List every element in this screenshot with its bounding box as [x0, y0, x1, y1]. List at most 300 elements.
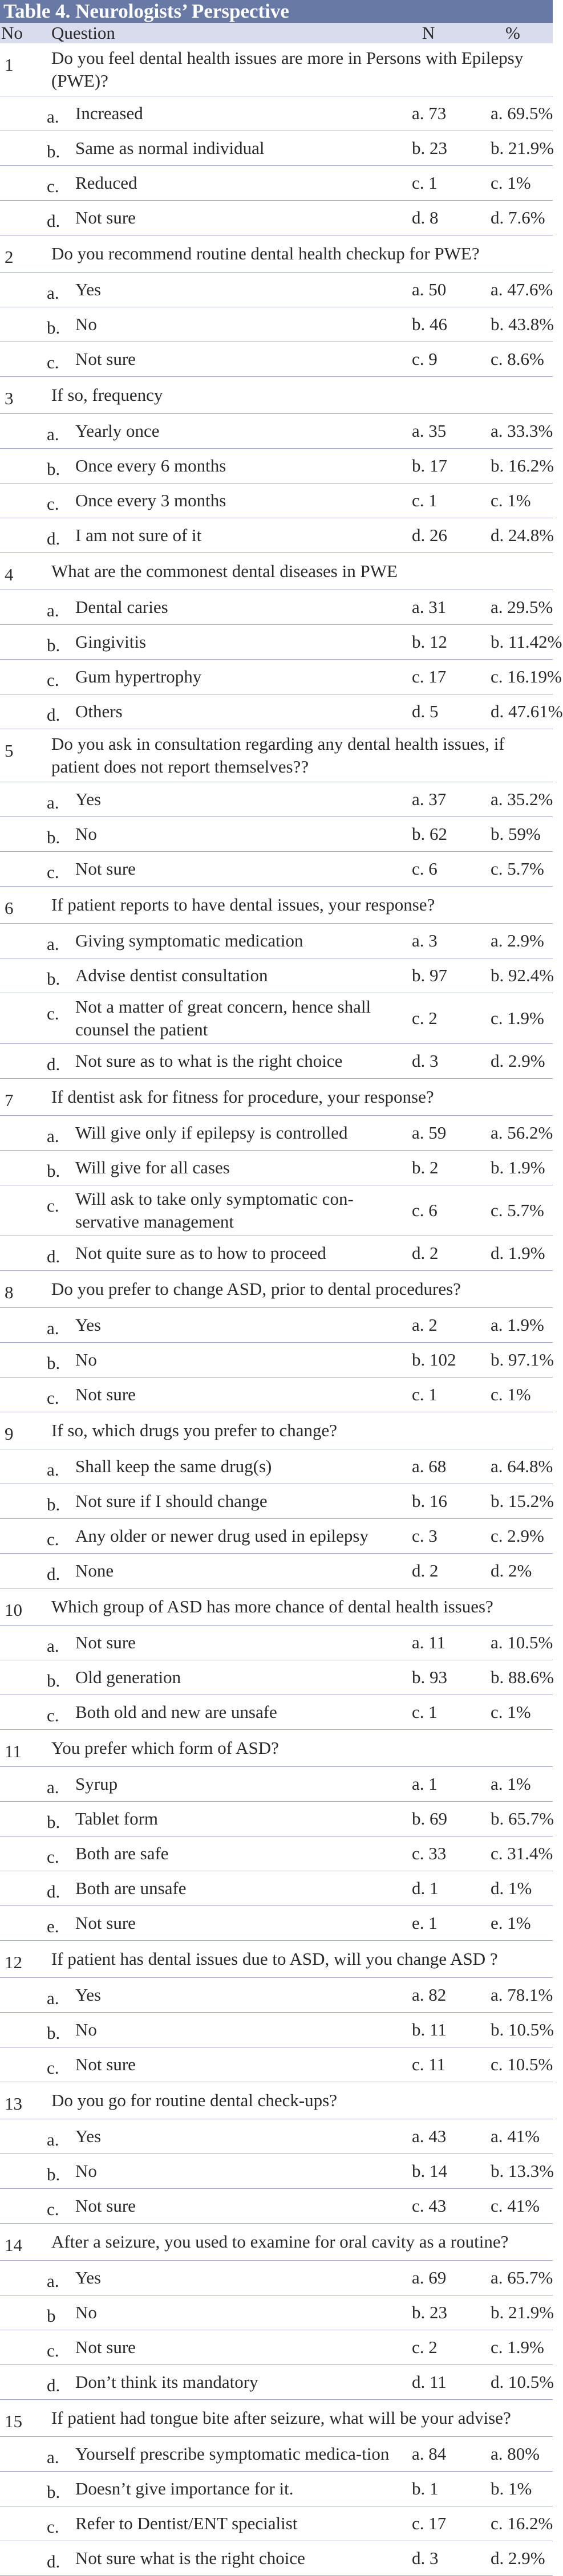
option-percent: e. 1% [491, 1913, 531, 1933]
option-count: a. 3 [412, 931, 438, 950]
option-row [0, 660, 562, 694]
option-percent: d. 2% [491, 1561, 532, 1580]
option-text: Will give only if epilepsy is controlled [75, 1123, 348, 1143]
option-letter: b. [47, 1812, 60, 1832]
option-percent: d. 2.9% [491, 1051, 545, 1071]
option-row [0, 782, 553, 817]
option-text: Old generation [75, 1667, 181, 1687]
option-count: b. 14 [412, 2161, 447, 2181]
option-text: Not sure [75, 2196, 136, 2216]
option-text: Not sure what is the right choice [75, 2548, 305, 2568]
table-title: Table 4. Neurologists’ Perspective [0, 0, 553, 23]
option-text: Tablet form [75, 1809, 159, 1829]
header-pct: % [505, 23, 520, 43]
option-text: Increased [75, 103, 143, 123]
option-percent: c. 41% [491, 2196, 540, 2216]
option-count: c. 2 [412, 1008, 438, 1028]
option-letter: a. [47, 424, 59, 444]
option-percent: a. 33.3% [491, 421, 553, 441]
option-count: b. 102 [412, 1350, 456, 1370]
option-letter: c. [47, 352, 59, 372]
question-text: If patient has dental issues due to ASD, will you change ASD ? [51, 1949, 498, 1969]
option-percent: a. 35.2% [491, 789, 553, 809]
option-letter: b. [47, 459, 60, 479]
option-count: c. 3 [412, 1526, 438, 1546]
question-row [0, 1412, 553, 1449]
option-count: b. 69 [412, 1809, 447, 1829]
option-row [0, 96, 553, 131]
question-row [0, 1730, 553, 1767]
option-row [0, 1978, 553, 2013]
question-text: If patient had tongue bite after seizure, what will be your advise? [51, 2408, 511, 2428]
option-text: Not sure [75, 1913, 136, 1933]
question-row [0, 1271, 553, 1308]
question-number: 4 [5, 564, 14, 584]
question-text: You prefer which form of ASD? [51, 1738, 279, 1758]
question-number: 12 [5, 1952, 22, 1972]
option-count: d. 3 [412, 2548, 439, 2568]
option-count: d. 2 [412, 1243, 439, 1263]
option-percent: d. 1% [491, 1878, 532, 1898]
option-count: a. 37 [412, 789, 447, 809]
option-count: b. 17 [412, 456, 447, 476]
option-row [0, 993, 553, 1044]
option-count: c. 33 [412, 1843, 447, 1863]
option-letter: b [47, 2306, 56, 2326]
option-text: No [75, 2020, 97, 2039]
option-row [0, 2541, 553, 2576]
option-percent: a. 1.9% [491, 1315, 544, 1335]
question-text: If so, which drugs you prefer to change? [51, 1420, 337, 1440]
option-row [0, 1484, 553, 1519]
option-text: Doesn’t give importance for it. [75, 2479, 294, 2498]
option-row [0, 449, 553, 483]
option-percent: a. 78.1% [491, 1985, 553, 2005]
option-text: Not sure [75, 349, 136, 369]
option-text: Yes [75, 1985, 102, 2005]
option-count: e. 1 [412, 1913, 438, 1933]
option-row [0, 1626, 553, 1660]
option-letter: a. [47, 793, 59, 812]
option-count: a. 35 [412, 421, 447, 441]
option-percent: b. 13.3% [491, 2161, 554, 2181]
option-text: Not sure [75, 1632, 136, 1652]
option-text: Syrup [75, 1774, 118, 1794]
option-row [0, 694, 563, 729]
option-text: Yes [75, 2268, 102, 2287]
option-percent: b. 97.1% [491, 1350, 554, 1370]
question-row [0, 1079, 553, 1116]
option-letter: c. [47, 494, 59, 514]
option-row [0, 1378, 553, 1412]
option-letter: a. [47, 2130, 59, 2150]
option-text: None [75, 1561, 114, 1580]
question-text: Do you ask in consultation regarding any dental health issues, if patient does not report themselves?? [51, 734, 505, 777]
option-text: Same as normal individual [75, 138, 265, 158]
option-letter: c. [47, 2341, 59, 2360]
option-percent: a. 47.6% [491, 279, 553, 299]
option-letter: a. [47, 107, 59, 127]
question-number: 5 [5, 741, 14, 761]
option-text: No [75, 314, 97, 334]
option-count: b. 11 [412, 2020, 447, 2039]
option-row [0, 1343, 553, 1378]
option-percent: a. 1% [491, 1774, 531, 1794]
option-count: c. 11 [412, 2054, 446, 2074]
option-percent: d. 10.5% [491, 2372, 554, 2392]
option-text: Yearly once [75, 421, 160, 441]
option-count: a. 50 [412, 279, 447, 299]
option-text: Will give for all cases [75, 1157, 230, 1177]
option-row [0, 817, 553, 852]
option-count: a. 59 [412, 1123, 447, 1143]
option-letter: d. [47, 1246, 60, 1266]
option-percent: c. 16.19% [491, 667, 562, 686]
question-text: If patient reports to have dental issues, your response? [51, 895, 435, 915]
option-text: Once every 6 months [75, 456, 226, 476]
option-count: a. 1 [412, 1774, 438, 1794]
option-count: d. 3 [412, 1051, 439, 1071]
option-row [0, 1044, 553, 1079]
option-count: b. 97 [412, 965, 447, 985]
option-text: Refer to Dentist/ENT specialist [75, 2513, 298, 2533]
option-letter: d. [47, 1564, 60, 1584]
option-letter: d. [47, 529, 60, 548]
option-count: a. 68 [412, 1456, 447, 1476]
option-count: a. 43 [412, 2126, 447, 2146]
option-row [0, 518, 553, 553]
option-letter: a. [47, 934, 59, 954]
option-letter: c. [47, 1388, 59, 1408]
option-row [0, 1660, 553, 1695]
option-letter: b. [47, 2023, 60, 2043]
option-text: Yes [75, 789, 102, 809]
option-percent: b. 88.6% [491, 1667, 554, 1687]
option-letter: a. [47, 2447, 59, 2467]
option-count: b. 2 [412, 1157, 439, 1177]
question-row [0, 1588, 553, 1626]
option-letter: c. [47, 1196, 59, 1216]
option-letter: b. [47, 2482, 60, 2502]
option-percent: b. 21.9% [491, 2302, 554, 2322]
option-row [0, 2506, 553, 2541]
option-row [0, 1836, 553, 1871]
option-percent: b. 92.4% [491, 965, 554, 985]
option-percent: c. 8.6% [491, 349, 544, 369]
option-count: c. 2 [412, 2337, 438, 2357]
option-letter: c. [47, 2199, 59, 2219]
option-text: No [75, 1350, 97, 1370]
option-row [0, 2437, 553, 2472]
option-text: Yes [75, 2126, 102, 2146]
option-letter: b. [47, 969, 60, 989]
option-letter: a. [47, 2271, 59, 2291]
option-text: No [75, 2161, 97, 2181]
option-letter: a. [47, 1460, 59, 1480]
option-count: d. 11 [412, 2372, 447, 2392]
option-percent: c. 1.9% [491, 1008, 544, 1028]
option-percent: a. 10.5% [491, 1632, 553, 1652]
option-row [0, 2330, 553, 2365]
question-text: Do you recommend routine dental health checkup for PWE? [51, 243, 480, 263]
option-row [0, 1116, 553, 1151]
option-letter: d. [47, 2375, 60, 2395]
option-row [0, 2365, 553, 2400]
option-row [0, 273, 553, 307]
option-count: b. 16 [412, 1491, 447, 1511]
option-percent: b. 1.9% [491, 1157, 545, 1177]
option-percent: c. 5.7% [491, 859, 544, 879]
option-percent: a. 41% [491, 2126, 540, 2146]
option-count: c. 1 [412, 173, 438, 193]
option-row [0, 1519, 553, 1554]
option-letter: b. [47, 318, 60, 338]
question-number: 2 [5, 247, 14, 267]
option-row [0, 1308, 553, 1343]
option-row [0, 924, 553, 958]
option-row [0, 852, 553, 887]
option-text: Others [75, 701, 123, 721]
question-text: Do you feel dental health issues are more in Persons with Epilepsy (PWE)? [51, 48, 524, 91]
option-percent: b. 43.8% [491, 314, 554, 334]
option-count: c. 1 [412, 1702, 438, 1722]
option-letter: d. [47, 1882, 60, 1901]
option-letter: d. [47, 2551, 60, 2571]
option-letter: b. [47, 827, 60, 847]
option-percent: d. 2.9% [491, 2548, 545, 2568]
question-row [0, 2400, 553, 2437]
option-percent: a. 2.9% [491, 931, 544, 950]
option-text: Not sure if I should change [75, 1491, 268, 1511]
header-question: Question [51, 23, 115, 43]
option-text: Once every 3 months [75, 490, 226, 510]
option-row [0, 2261, 553, 2295]
option-letter: c. [47, 862, 59, 882]
option-letter: b. [47, 1671, 60, 1691]
option-text: Shall keep the same drug(s) [75, 1456, 272, 1476]
option-count: c. 6 [412, 1200, 438, 1220]
option-text: Gingivitis [75, 632, 147, 652]
option-percent: b. 21.9% [491, 138, 554, 158]
option-letter: a. [47, 1988, 59, 2008]
option-percent: a. 56.2% [491, 1123, 553, 1143]
option-text: Both are unsafe [75, 1878, 187, 1898]
option-row [0, 1767, 553, 1802]
option-letter: c. [47, 670, 59, 690]
question-text: Which group of ASD has more chance of dental health issues? [51, 1596, 493, 1616]
option-count: c. 17 [412, 2513, 447, 2533]
question-text: Do you go for routine dental check-ups? [51, 2090, 338, 2110]
question-row [0, 887, 553, 924]
option-text: Yes [75, 279, 102, 299]
option-row [0, 307, 553, 342]
option-percent: d. 1.9% [491, 1243, 545, 1263]
option-text: Not sure [75, 2054, 136, 2074]
option-letter: a. [47, 1636, 59, 1656]
question-row [0, 235, 553, 273]
option-letter: b. [47, 1161, 60, 1181]
option-text: Reduced [75, 173, 137, 193]
option-percent: c. 16.2% [491, 2513, 553, 2533]
option-letter: a. [47, 1318, 59, 1338]
option-count: c. 1 [412, 1384, 438, 1404]
option-row [0, 1802, 553, 1836]
option-row [0, 1151, 553, 1185]
table-body [0, 43, 563, 2576]
option-count: c. 17 [412, 667, 447, 686]
question-text: Do you prefer to change ASD, prior to dental procedures? [51, 1279, 461, 1299]
option-count: b. 46 [412, 314, 447, 334]
question-row [0, 553, 553, 590]
option-text: Dental caries [75, 597, 168, 617]
option-text: I am not sure of it [75, 525, 202, 545]
option-letter: d. [47, 211, 60, 231]
option-count: d. 2 [412, 1561, 439, 1580]
question-row [0, 729, 553, 782]
option-row [0, 342, 553, 377]
question-number: 8 [5, 1282, 14, 1302]
question-number: 6 [5, 898, 14, 918]
option-count: a. 69 [412, 2268, 447, 2287]
option-text: No [75, 2302, 97, 2322]
question-number: 1 [5, 55, 14, 75]
question-row [0, 1941, 553, 1978]
option-count: c. 43 [412, 2196, 447, 2216]
option-count: c. 1 [412, 490, 438, 510]
option-row [0, 958, 553, 993]
option-count: a. 73 [412, 103, 447, 123]
option-text: Not sure [75, 208, 136, 227]
question-text: If so, frequency [51, 385, 163, 405]
option-letter: b. [47, 1353, 60, 1373]
option-letter: a. [47, 600, 59, 620]
option-row [0, 1554, 553, 1588]
option-letter: a. [47, 283, 59, 303]
option-text: Not a matter of great concern, hence shall counsel the patient [75, 997, 371, 1039]
question-text: After a seizure, you used to examine for oral cavity as a routine? [51, 2232, 509, 2252]
option-count: a. 31 [412, 597, 447, 617]
option-percent: b. 11.42% [491, 632, 562, 652]
option-text: Advise dentist consultation [75, 965, 268, 985]
option-percent: d. 7.6% [491, 208, 545, 227]
option-letter: a. [47, 1126, 59, 1146]
option-text: Not quite sure as to how to proceed [75, 1243, 326, 1263]
option-percent: c. 1% [491, 1702, 531, 1722]
question-number: 3 [5, 388, 14, 408]
option-row [0, 1185, 553, 1236]
question-number: 7 [5, 1090, 14, 1110]
option-text: Any older or newer drug used in epilepsy [75, 1526, 368, 1546]
header-n: N [422, 23, 435, 43]
option-percent: b. 65.7% [491, 1809, 554, 1829]
option-row [0, 1236, 553, 1271]
option-letter: e. [47, 1916, 59, 1936]
option-percent: b. 15.2% [491, 1491, 554, 1511]
option-count: d. 26 [412, 525, 447, 545]
option-count: a. 2 [412, 1315, 438, 1335]
option-row [0, 625, 562, 660]
question-number: 11 [5, 1741, 22, 1761]
option-percent: a. 80% [491, 2444, 540, 2464]
option-letter: c. [47, 176, 59, 196]
question-number: 15 [5, 2411, 22, 2431]
option-text: Giving symptomatic medication [75, 931, 303, 950]
option-count: a. 82 [412, 1985, 447, 2005]
option-letter: c. [47, 2517, 59, 2537]
option-row [0, 1449, 553, 1484]
option-letter: c. [47, 1003, 59, 1023]
option-count: c. 6 [412, 859, 438, 879]
option-row [0, 131, 553, 166]
question-text: If dentist ask for fitness for procedure, your response? [51, 1087, 434, 1107]
option-count: d. 5 [412, 701, 439, 721]
option-percent: a. 65.7% [491, 2268, 553, 2287]
question-text: What are the commonest dental diseases in PWE [51, 561, 398, 581]
option-count: c. 9 [412, 349, 438, 369]
option-percent: c. 1% [491, 1384, 531, 1404]
option-letter: d. [47, 705, 60, 725]
table-header [0, 23, 553, 43]
question-row [0, 2224, 553, 2261]
option-text: Not sure [75, 1384, 136, 1404]
option-letter: c. [47, 1529, 59, 1549]
question-row [0, 2082, 553, 2119]
option-letter: c. [47, 1705, 59, 1725]
option-letter: c. [47, 2058, 59, 2078]
option-count: b. 23 [412, 138, 447, 158]
option-percent: c. 1% [491, 490, 531, 510]
option-row [0, 2119, 553, 2154]
option-text: Yourself prescribe symptomatic medica-tion [75, 2444, 390, 2464]
option-row [0, 483, 553, 518]
option-count: d. 1 [412, 1878, 439, 1898]
header-no: No [1, 23, 23, 43]
option-text: Not sure as to what is the right choice [75, 1051, 343, 1071]
option-percent: d. 24.8% [491, 525, 554, 545]
option-row [0, 1906, 553, 1941]
question-number: 13 [5, 2094, 22, 2114]
option-row [0, 2047, 553, 2082]
option-percent: c. 5.7% [491, 1200, 544, 1220]
option-row [0, 2295, 553, 2330]
option-row [0, 590, 553, 625]
option-percent: b. 59% [491, 824, 541, 844]
option-row [0, 2189, 553, 2224]
question-row [0, 43, 553, 96]
option-count: b. 12 [412, 632, 447, 652]
option-row [0, 166, 553, 201]
option-percent: c. 1.9% [491, 2337, 544, 2357]
option-count: a. 11 [412, 1632, 446, 1652]
option-row [0, 201, 553, 235]
option-count: b. 93 [412, 1667, 447, 1687]
option-count: b. 1 [412, 2479, 439, 2498]
question-number: 9 [5, 1424, 14, 1444]
option-row [0, 2472, 553, 2506]
option-percent: c. 2.9% [491, 1526, 544, 1546]
option-row [0, 2154, 553, 2189]
option-percent: a. 29.5% [491, 597, 553, 617]
option-percent: b. 1% [491, 2479, 532, 2498]
option-percent: a. 69.5% [491, 103, 553, 123]
option-percent: b. 10.5% [491, 2020, 554, 2039]
option-letter: b. [47, 2164, 60, 2184]
option-row [0, 414, 553, 449]
option-letter: b. [47, 635, 60, 655]
option-text: Yes [75, 1315, 102, 1335]
question-number: 10 [5, 1600, 22, 1620]
option-letter: b. [47, 141, 60, 161]
